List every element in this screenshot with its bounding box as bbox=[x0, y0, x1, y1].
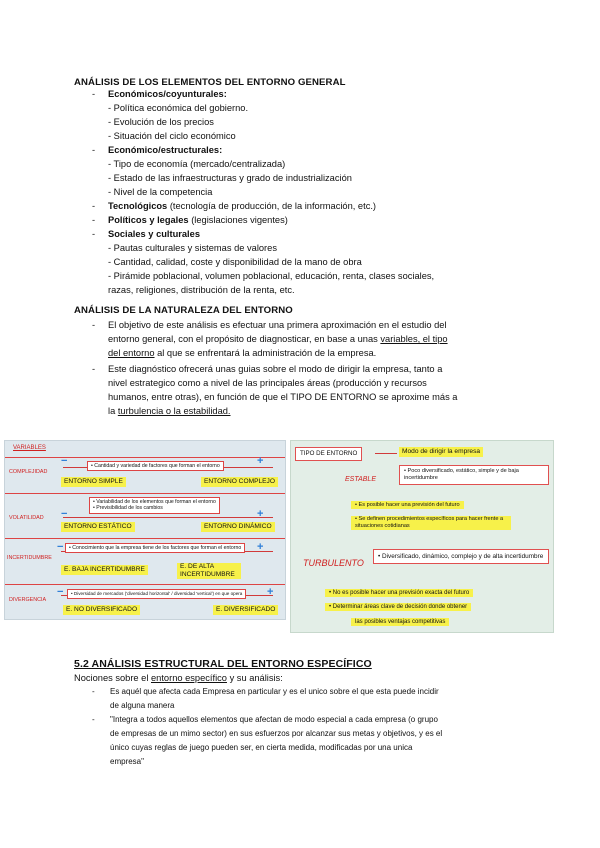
bullet-dash: - bbox=[92, 320, 96, 330]
minus-icon: − bbox=[61, 508, 68, 520]
intro-line bbox=[74, 671, 283, 685]
paragraph-line: único cuyas reglas de juego pueden ser, en cierta medida, modificadas por una unica bbox=[110, 743, 413, 752]
item-head: Económico/estructurales: bbox=[108, 145, 223, 155]
row-label: DIVERGENCIA bbox=[9, 597, 47, 603]
sub-item: - Pirámide poblacional, volumen poblacional, educación, renta, clases sociales, bbox=[108, 271, 435, 281]
item-rest: (tecnología de producción, de la información, etc.) bbox=[167, 201, 377, 211]
sub-item: razas, religiones, distribución de la renta, etc. bbox=[108, 285, 295, 295]
section-title-especifico: 5.2 ANÁLISIS ESTRUCTURAL DEL ENTORNO ESPECÍFICO bbox=[74, 658, 372, 670]
turbulento-point: las posibles ventajas competitivas bbox=[351, 618, 449, 626]
text-span: la bbox=[108, 406, 118, 416]
sub-item: - Tipo de economía (mercado/centralizada) bbox=[108, 159, 286, 169]
sub-item: - Situación del ciclo económico bbox=[108, 131, 236, 141]
paragraph-line: empresa" bbox=[110, 757, 144, 766]
sub-item: - Política económica del gobierno. bbox=[108, 103, 249, 113]
row-divider bbox=[5, 457, 285, 458]
turbulento-point: • Determinar áreas clave de decisión donde obtener bbox=[325, 603, 471, 611]
row-description: • Conocimiento que la empresa tiene de los factores que forman el entorno bbox=[65, 543, 245, 553]
turbulento-description: • Diversificado, dinámico, complejo y de alta incertidumbre bbox=[373, 549, 549, 564]
estable-description: • Poco diversificado, estático, simple y de baja incertidumbre bbox=[399, 465, 549, 485]
paragraph-line bbox=[108, 404, 231, 418]
figure-entorno-type-diagram bbox=[290, 440, 554, 633]
bullet-dash: - bbox=[92, 201, 96, 211]
paragraph-line: Es aquél que afecta cada Empresa en particular y es el unico sobre el que esta puede incidir bbox=[110, 687, 439, 696]
bullet-dash: - bbox=[92, 145, 96, 155]
arrow-line bbox=[63, 517, 273, 518]
row-label: VOLATILIDAD bbox=[9, 515, 44, 521]
row-description: • Variabilidad de los elementos que forman el entorno • Previsibilidad de los cambios bbox=[89, 497, 220, 514]
item-head: Políticos y legales bbox=[108, 215, 189, 225]
paragraph-line: Este diagnóstico ofrecerá unas guias sobre el modo de dirigir la empresa, tanto a bbox=[108, 364, 443, 374]
paragraph-line: nivel estrategico como a nivel de las principales áreas (producción y recursos bbox=[108, 378, 427, 388]
paragraph-line: "Integra a todos aquellos elementos que afectan de modo especial a cada empresa (o grupo bbox=[110, 715, 438, 724]
text-span: Nociones sobre el bbox=[74, 673, 151, 683]
right-extreme-label: E. DE ALTA INCERTIDUMBRE bbox=[177, 563, 241, 579]
bullet-dash: - bbox=[92, 364, 96, 374]
estable-point: • Es posible hacer una previsión del futuro bbox=[351, 501, 464, 509]
item-head: Sociales y culturales bbox=[108, 229, 200, 239]
left-extreme-label: ENTORNO SIMPLE bbox=[61, 477, 126, 487]
plus-icon: + bbox=[257, 541, 264, 553]
section-title-general: ANÁLISIS DE LOS ELEMENTOS DEL ENTORNO GENERAL bbox=[74, 77, 346, 88]
bullet-dash: - bbox=[92, 89, 96, 99]
estable-label: ESTABLE bbox=[345, 476, 376, 483]
row-description: • Cantidad y variedad de factores que forman el entorno bbox=[87, 461, 224, 471]
bullet-dash: - bbox=[92, 215, 96, 225]
left-extreme-label: E. NO DIVERSIFICADO bbox=[63, 605, 140, 615]
item-head: Económicos/coyunturales: bbox=[108, 89, 227, 99]
underlined-text: turbulencia o la estabilidad. bbox=[117, 406, 231, 416]
right-extreme-label: E. DIVERSIFICADO bbox=[213, 605, 278, 615]
minus-icon: − bbox=[57, 586, 64, 598]
minus-icon: − bbox=[57, 541, 64, 553]
paragraph-line: de alguna manera bbox=[110, 701, 175, 710]
sub-item: - Nivel de la competencia bbox=[108, 187, 213, 197]
bullet-dash: - bbox=[92, 229, 96, 239]
paragraph-line: El objetivo de este análisis es efectuar una primera aproximación en el estudio del bbox=[108, 320, 447, 330]
paragraph-line: de empresas de un mimo sector) en sus esfuerzos por alcanzar sus metas y objetivos, y es el bbox=[110, 729, 443, 738]
underlined-text: variables, el tipo bbox=[380, 334, 448, 344]
row-description: • Diversidad de mercados ('diversidad horizontal' / diversidad 'vertical') en que opera bbox=[67, 589, 246, 599]
row-label: COMPLEJIDAD bbox=[9, 469, 48, 475]
underlined-text: del entorno bbox=[108, 348, 155, 358]
paragraph-line bbox=[108, 346, 376, 360]
sub-item: - Estado de las infraestructuras y grado de industrialización bbox=[108, 173, 352, 183]
plus-icon: + bbox=[257, 508, 264, 520]
row-divider bbox=[5, 584, 285, 585]
row-divider bbox=[5, 493, 285, 494]
row-divider bbox=[5, 538, 285, 539]
item-line bbox=[108, 213, 288, 227]
left-extreme-label: ENTORNO ESTÁTICO bbox=[61, 522, 135, 532]
minus-icon: − bbox=[61, 455, 68, 467]
bullet-dash: - bbox=[92, 687, 95, 696]
tipo-entorno-box: TIPO DE ENTORNO bbox=[295, 447, 362, 461]
estable-point: • Se definen procedimientos específicos para hacer frente a situaciones cotidianas bbox=[351, 516, 511, 530]
sub-item: - Cantidad, calidad, coste y disponibilidad de la mano de obra bbox=[108, 257, 362, 267]
right-extreme-label: ENTORNO DINÁMICO bbox=[201, 522, 275, 532]
text-span: entorno general, con el propósito de diagnosticar, en base a unas bbox=[108, 334, 381, 344]
item-line bbox=[108, 199, 376, 213]
item-head: Tecnológicos bbox=[108, 201, 168, 211]
sub-item: - Pautas culturales y sistemas de valores bbox=[108, 243, 277, 253]
item-rest: (legislaciones vigentes) bbox=[188, 215, 288, 225]
underlined-text: entorno específico bbox=[151, 673, 227, 683]
left-extreme-label: E. BAJA INCERTIDUMBRE bbox=[61, 565, 148, 575]
paragraph-line bbox=[108, 332, 448, 346]
text-span: al que se enfrentará la administración de la empresa. bbox=[154, 348, 377, 358]
row-label: INCERTIDUMBRE bbox=[7, 555, 52, 561]
figure-variables-diagram bbox=[4, 440, 286, 620]
sub-item: - Evolución de los precios bbox=[108, 117, 214, 127]
right-extreme-label: ENTORNO COMPLEJO bbox=[201, 477, 278, 487]
section-title-naturaleza: ANÁLISIS DE LA NATURALEZA DEL ENTORNO bbox=[74, 305, 293, 316]
bullet-dash: - bbox=[92, 715, 95, 724]
arrow-line bbox=[375, 453, 397, 454]
variables-label: VARIABLES bbox=[13, 445, 46, 451]
text-span: y su análisis: bbox=[226, 673, 283, 683]
plus-icon: + bbox=[257, 455, 264, 467]
turbulento-label: TURBULENTO bbox=[303, 558, 364, 568]
plus-icon: + bbox=[267, 586, 274, 598]
turbulento-point: • No es posible hacer una previsión exacta del futuro bbox=[325, 589, 473, 597]
paragraph-line: humanos, entre otras), en función de que el TIPO DE ENTORNO se aproxime más a bbox=[108, 392, 458, 402]
modo-dirigir-box: Modo de dirigir la empresa bbox=[399, 447, 483, 457]
